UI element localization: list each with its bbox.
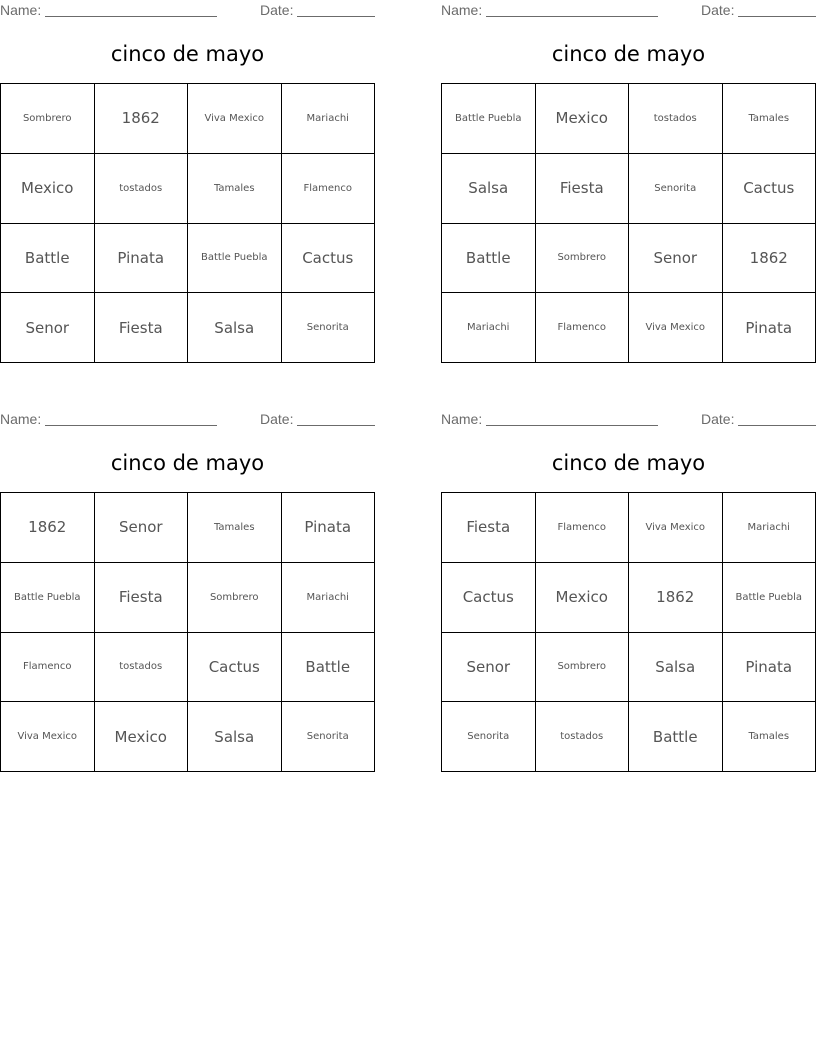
bingo-cell: Salsa: [188, 293, 282, 363]
bingo-cell: Mexico: [536, 84, 630, 154]
card-title: cinco de mayo: [551, 42, 706, 66]
bingo-cell: Salsa: [442, 154, 536, 224]
bingo-grid: [0, 492, 375, 772]
bingo-cell: Flamenco: [282, 154, 376, 224]
bingo-cell: Fiesta: [442, 493, 536, 563]
name-label: Name:: [441, 411, 483, 427]
bingo-cell: Flamenco: [1, 633, 95, 703]
bingo-cell: tostados: [536, 702, 630, 772]
bingo-cell: Senor: [442, 633, 536, 703]
name-date-header: [0, 2, 375, 20]
name-field-line[interactable]: [486, 425, 658, 426]
bingo-cell: Flamenco: [536, 493, 630, 563]
bingo-cell: Mariachi: [282, 563, 376, 633]
bingo-cell: 1862: [629, 563, 723, 633]
bingo-cell: Viva Mexico: [629, 293, 723, 363]
bingo-cell: Flamenco: [536, 293, 630, 363]
date-label: Date:: [701, 2, 735, 18]
bingo-cell: Battle: [1, 224, 95, 294]
bingo-cell: Pinata: [95, 224, 189, 294]
bingo-cell: tostados: [95, 154, 189, 224]
bingo-cell: Senor: [629, 224, 723, 294]
name-date-header: [441, 411, 816, 429]
bingo-cell: Mexico: [536, 563, 630, 633]
bingo-cell: Sombrero: [188, 563, 282, 633]
bingo-cell: tostados: [629, 84, 723, 154]
bingo-cell: Tamales: [188, 493, 282, 563]
name-field-line[interactable]: [45, 16, 217, 17]
card-title: cinco de mayo: [110, 42, 265, 66]
bingo-cell: 1862: [1, 493, 95, 563]
bingo-cell: Mariachi: [723, 493, 816, 563]
bingo-cell: Battle: [442, 224, 536, 294]
bingo-cell: Battle: [629, 702, 723, 772]
bingo-cell: Cactus: [442, 563, 536, 633]
bingo-cell: Viva Mexico: [188, 84, 282, 154]
bingo-cell: Battle Puebla: [1, 563, 95, 633]
date-label: Date:: [260, 2, 294, 18]
name-field-line[interactable]: [486, 16, 658, 17]
date-field-line[interactable]: [297, 425, 375, 426]
bingo-cell: Mariachi: [282, 84, 376, 154]
bingo-cell: Pinata: [723, 293, 816, 363]
bingo-cell: Senorita: [629, 154, 723, 224]
bingo-cell: Pinata: [282, 493, 376, 563]
name-date-header: [441, 2, 816, 20]
date-field-line[interactable]: [738, 16, 816, 17]
card-title: cinco de mayo: [551, 451, 706, 475]
bingo-cell: Tamales: [723, 84, 816, 154]
bingo-cell: Viva Mexico: [1, 702, 95, 772]
name-label: Name:: [0, 2, 42, 18]
bingo-card-4: [441, 409, 816, 781]
bingo-cell: Salsa: [188, 702, 282, 772]
bingo-cell: Mexico: [95, 702, 189, 772]
bingo-cell: Senorita: [282, 293, 376, 363]
bingo-cell: Salsa: [629, 633, 723, 703]
card-title: cinco de mayo: [110, 451, 265, 475]
bingo-cell: Viva Mexico: [629, 493, 723, 563]
bingo-cell: Senor: [95, 493, 189, 563]
bingo-cell: Pinata: [723, 633, 816, 703]
bingo-cell: Fiesta: [536, 154, 630, 224]
bingo-cell: Sombrero: [536, 224, 630, 294]
bingo-grid: [441, 83, 816, 363]
bingo-card-1: [0, 0, 375, 372]
date-field-line[interactable]: [738, 425, 816, 426]
bingo-cell: Cactus: [282, 224, 376, 294]
bingo-cell: 1862: [723, 224, 816, 294]
bingo-cell: Senorita: [282, 702, 376, 772]
bingo-cell: Tamales: [723, 702, 816, 772]
bingo-cell: Mariachi: [442, 293, 536, 363]
date-field-line[interactable]: [297, 16, 375, 17]
bingo-cell: Cactus: [723, 154, 816, 224]
bingo-grid: [441, 492, 816, 772]
name-label: Name:: [441, 2, 483, 18]
bingo-cell: Mexico: [1, 154, 95, 224]
bingo-cell: Sombrero: [536, 633, 630, 703]
bingo-cell: tostados: [95, 633, 189, 703]
name-date-header: [0, 411, 375, 429]
bingo-cell: Battle: [282, 633, 376, 703]
date-label: Date:: [260, 411, 294, 427]
bingo-cell: Senor: [1, 293, 95, 363]
bingo-cell: Fiesta: [95, 293, 189, 363]
bingo-cell: Tamales: [188, 154, 282, 224]
bingo-cell: Cactus: [188, 633, 282, 703]
bingo-card-2: [441, 0, 816, 372]
bingo-card-3: [0, 409, 375, 781]
bingo-cell: 1862: [95, 84, 189, 154]
name-field-line[interactable]: [45, 425, 217, 426]
bingo-cell: Senorita: [442, 702, 536, 772]
bingo-cell: Battle Puebla: [723, 563, 816, 633]
bingo-cell: Sombrero: [1, 84, 95, 154]
date-label: Date:: [701, 411, 735, 427]
bingo-grid: [0, 83, 375, 363]
bingo-cell: Fiesta: [95, 563, 189, 633]
name-label: Name:: [0, 411, 42, 427]
bingo-cell: Battle Puebla: [188, 224, 282, 294]
bingo-cell: Battle Puebla: [442, 84, 536, 154]
